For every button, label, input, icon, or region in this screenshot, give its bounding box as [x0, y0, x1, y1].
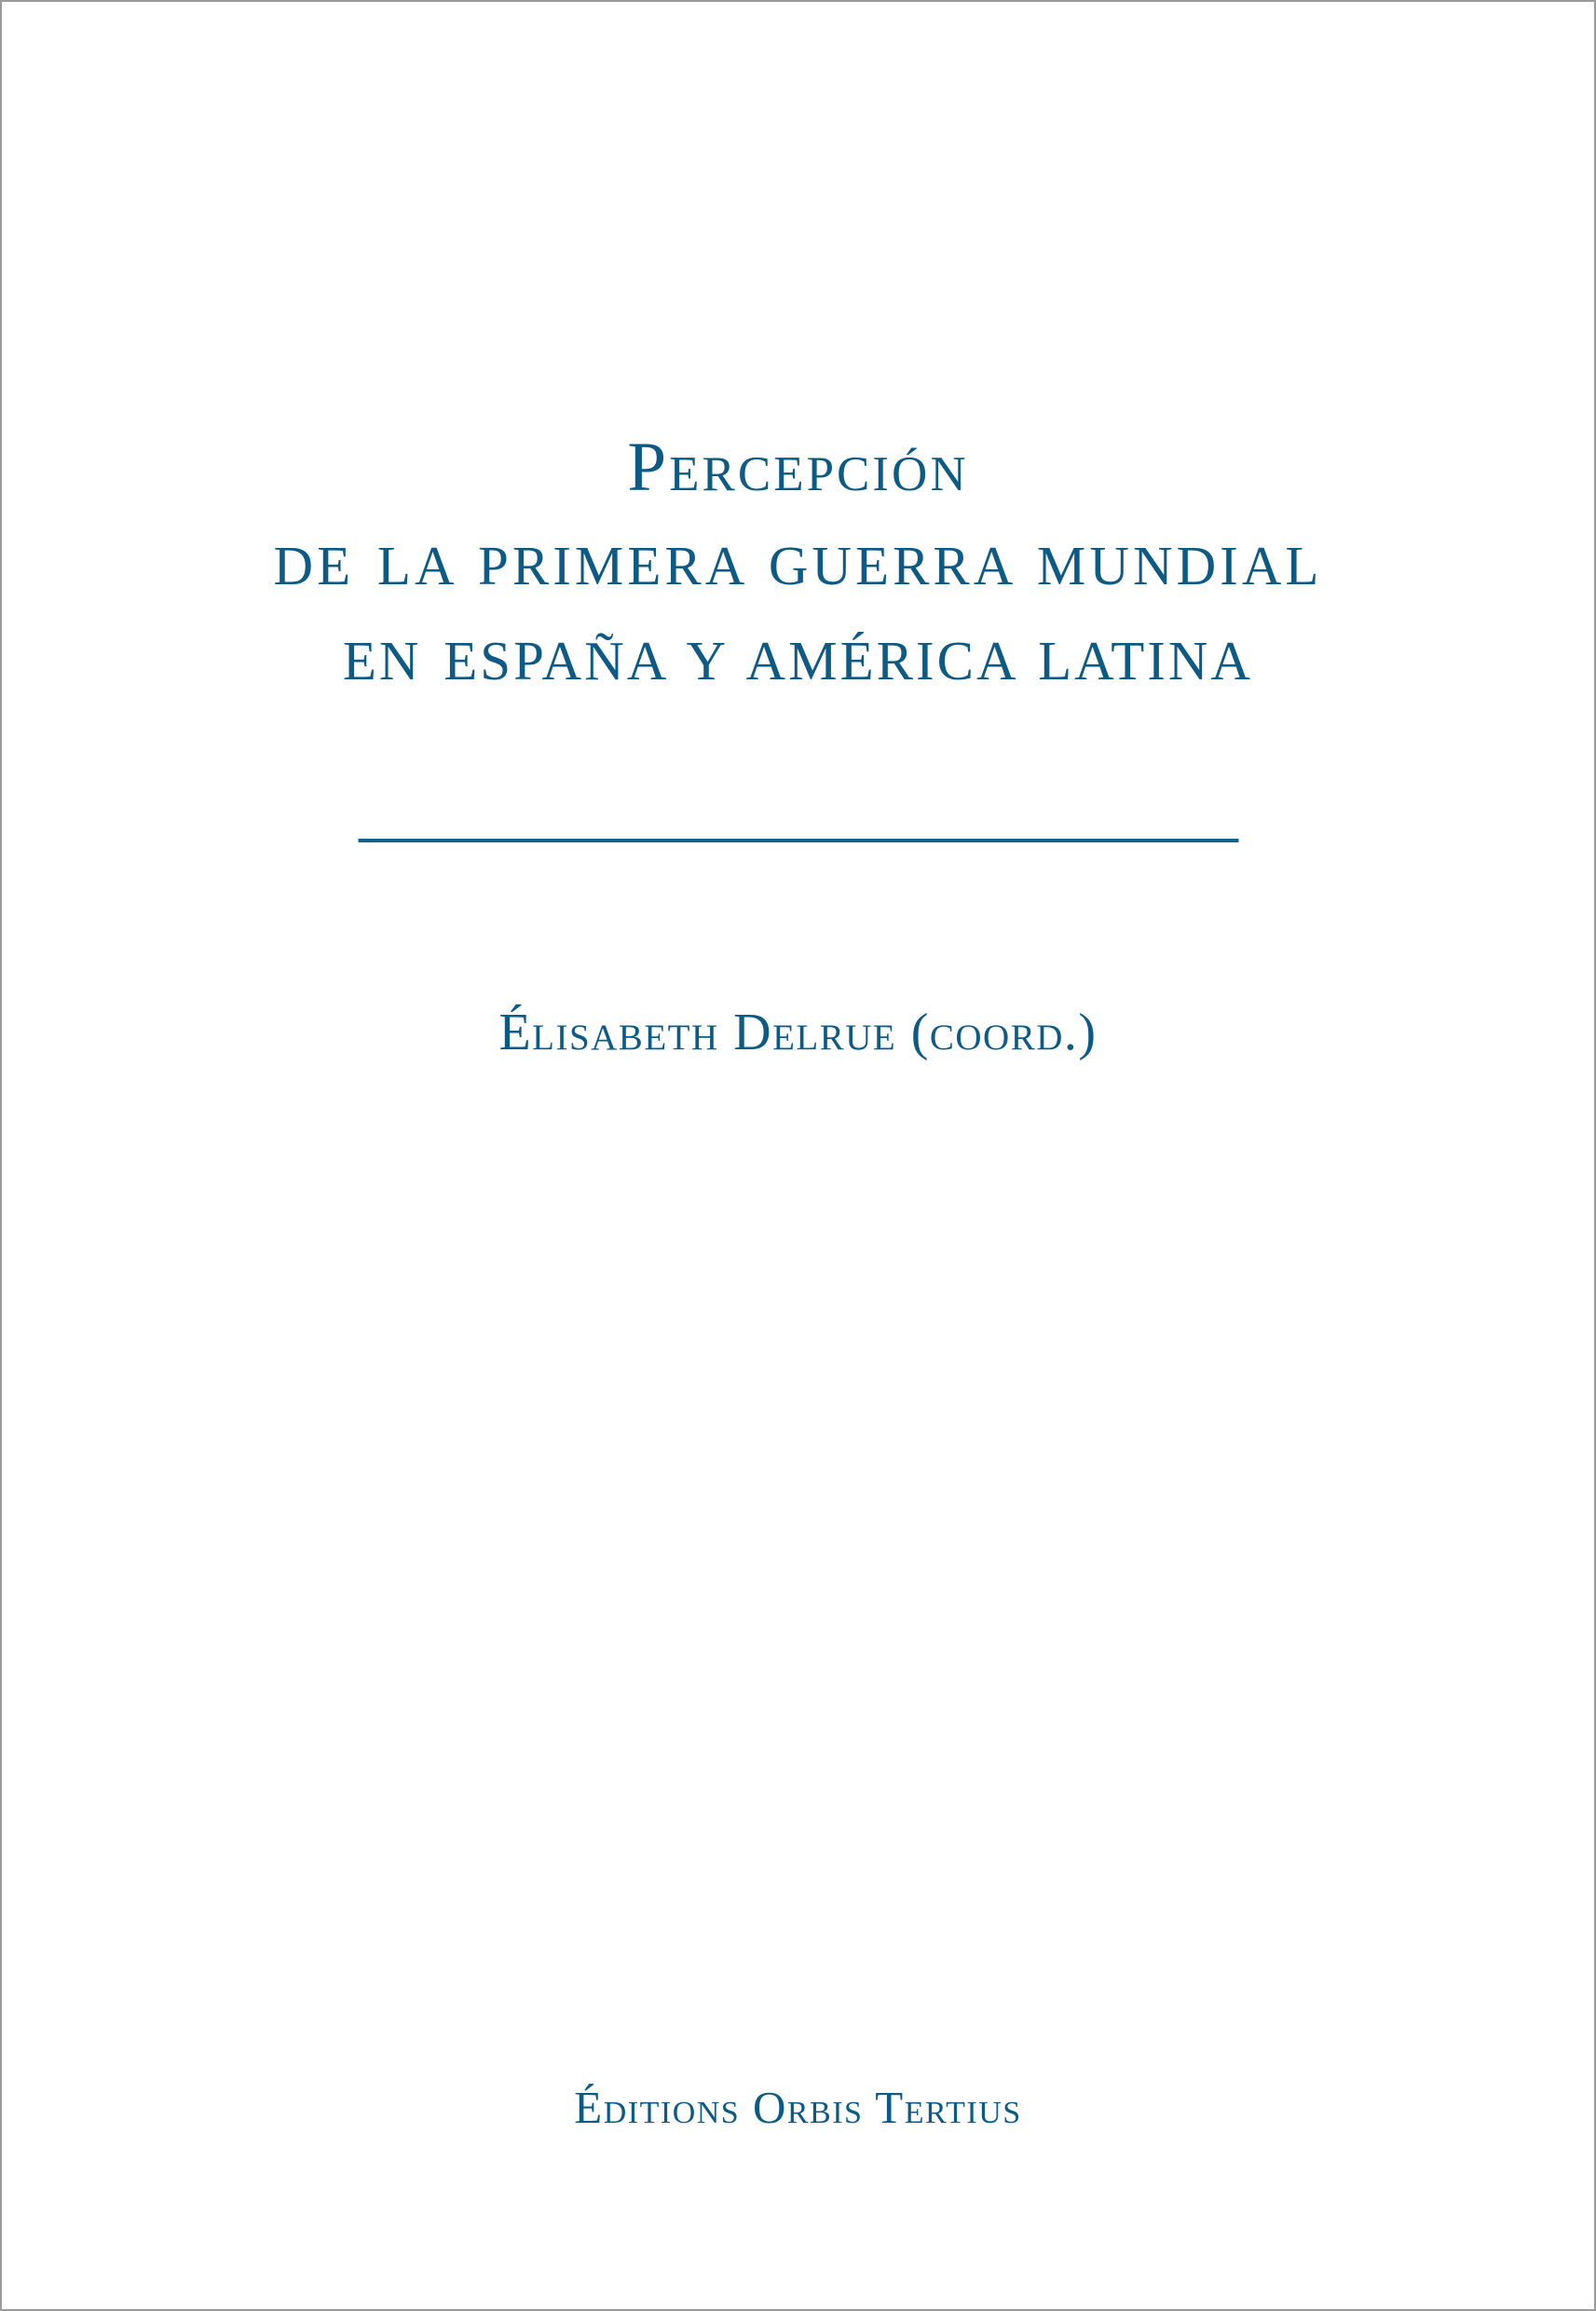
book-title-line-2: DE LA PRIMERA GUERRA MUNDIAL	[273, 535, 1323, 596]
title-divider-rule	[358, 839, 1238, 842]
publisher-imprint: Éditions Orbis Tertius	[574, 2082, 1022, 2133]
book-title-line-3: EN ESPAÑA Y AMÉRICA LATINA	[342, 630, 1254, 691]
book-title-line-1: Percepción	[627, 429, 969, 506]
author-line: Élisabeth Delrue (coord.)	[498, 1004, 1098, 1061]
